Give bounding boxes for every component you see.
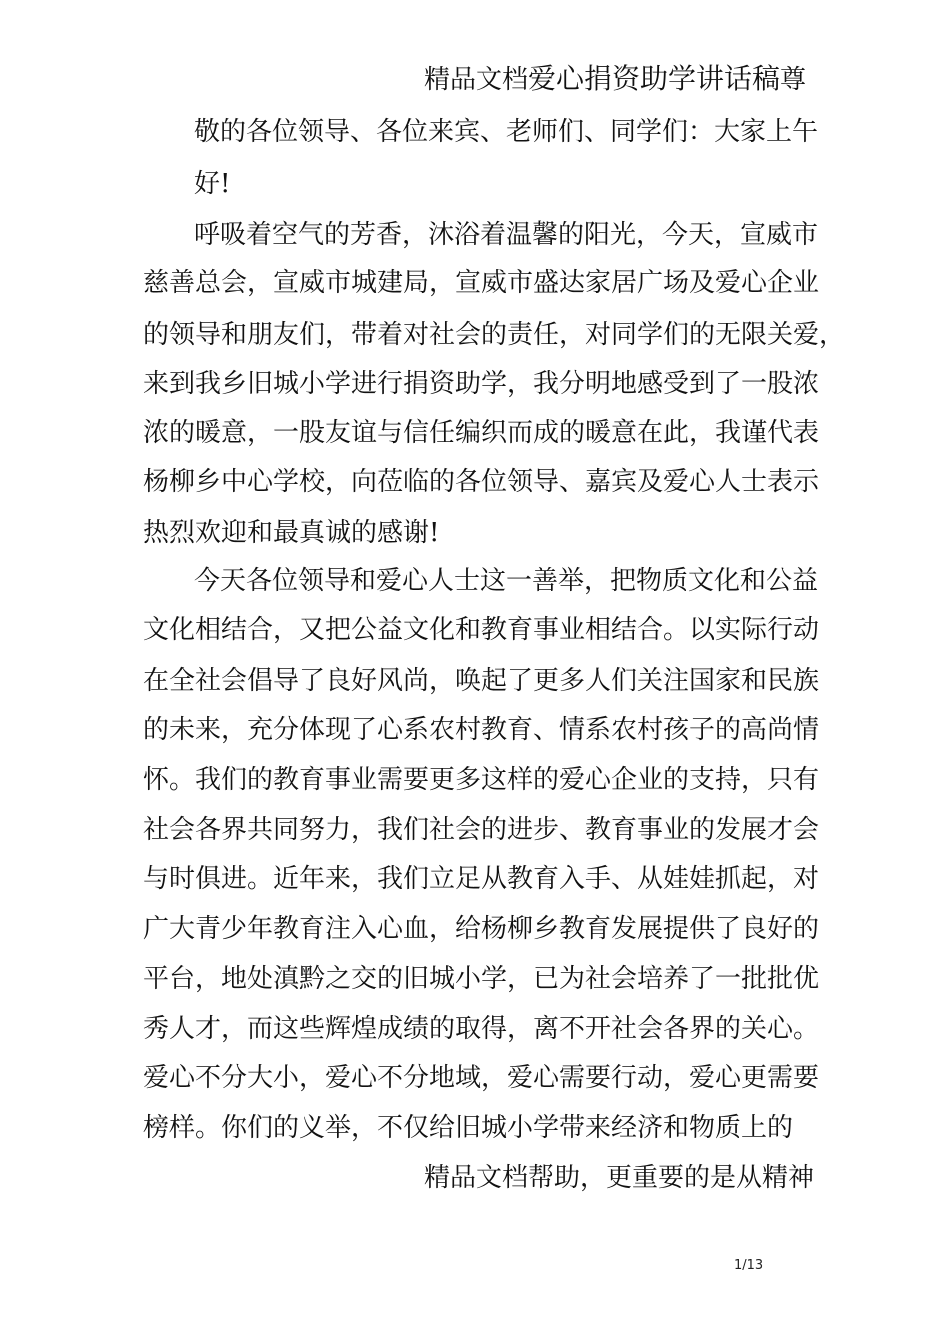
body-line: 今天各位领导和爱心人士这一善举，把物质文化和公益 — [194, 566, 819, 596]
body-line: 秀人才，而这些辉煌成绩的取得，离不开社会各界的关心。 — [143, 1014, 820, 1044]
document-title: 爱心捐资助学讲话稿 — [528, 62, 781, 95]
body-line: 怀。我们的教育事业需要更多这样的爱心企业的支持，只有 — [143, 765, 820, 795]
header-line — [424, 64, 806, 95]
bottom-text: 帮助，更重要的是从精神 — [528, 1163, 815, 1193]
bottom-label: 精品文档 — [424, 1163, 529, 1193]
body-line: 的未来，充分体现了心系农村教育、情系农村孩子的高尚情 — [143, 715, 820, 745]
body-line: 爱心不分大小，爱心不分地域，爱心需要行动，爱心更需要 — [143, 1063, 820, 1093]
body-line: 的领导和朋友们，带着对社会的责任，对同学们的无限关爱， — [143, 320, 846, 350]
header-trail: 尊 — [780, 65, 807, 95]
body-line: 在全社会倡导了良好风尚，唤起了更多人们关注国家和民族 — [143, 666, 820, 696]
body-line: 文化相结合，又把公益文化和教育事业相结合。以实际行动 — [143, 615, 820, 645]
body-line: 呼吸着空气的芳香，沐浴着温馨的阳光，今天，宣威市 — [194, 220, 819, 250]
header-label: 精品文档 — [424, 65, 529, 95]
body-line: 好! — [194, 169, 231, 199]
body-line: 平台，地处滇黔之交的旧城小学，已为社会培养了一批批优 — [143, 964, 820, 994]
bottom-line — [424, 1163, 814, 1193]
body-line: 广大青少年教育注入心血，给杨柳乡教育发展提供了良好的 — [143, 914, 820, 944]
body-line: 榜样。你们的义举，不仅给旧城小学带来经济和物质上的 — [143, 1113, 794, 1143]
body-line: 浓的暖意，一股友谊与信任编织而成的暖意在此，我谨代表 — [143, 418, 820, 448]
body-line: 来到我乡旧城小学进行捐资助学，我分明地感受到了一股浓 — [143, 369, 820, 399]
body-line: 社会各界共同努力，我们社会的进步、教育事业的发展才会 — [143, 815, 820, 845]
body-line: 敬的各位领导、各位来宾、老师们、同学们：大家上午 — [194, 117, 819, 147]
body-line: 与时俱进。近年来，我们立足从教育入手、从娃娃抓起，对 — [143, 864, 820, 894]
page-number: 1/13 — [734, 1258, 764, 1273]
body-line: 热烈欢迎和最真诚的感谢! — [143, 518, 440, 548]
body-line: 杨柳乡中心学校，向莅临的各位领导、嘉宾及爱心人士表示 — [143, 467, 820, 497]
body-line: 慈善总会，宣威市城建局，宣威市盛达家居广场及爱心企业 — [143, 268, 820, 298]
